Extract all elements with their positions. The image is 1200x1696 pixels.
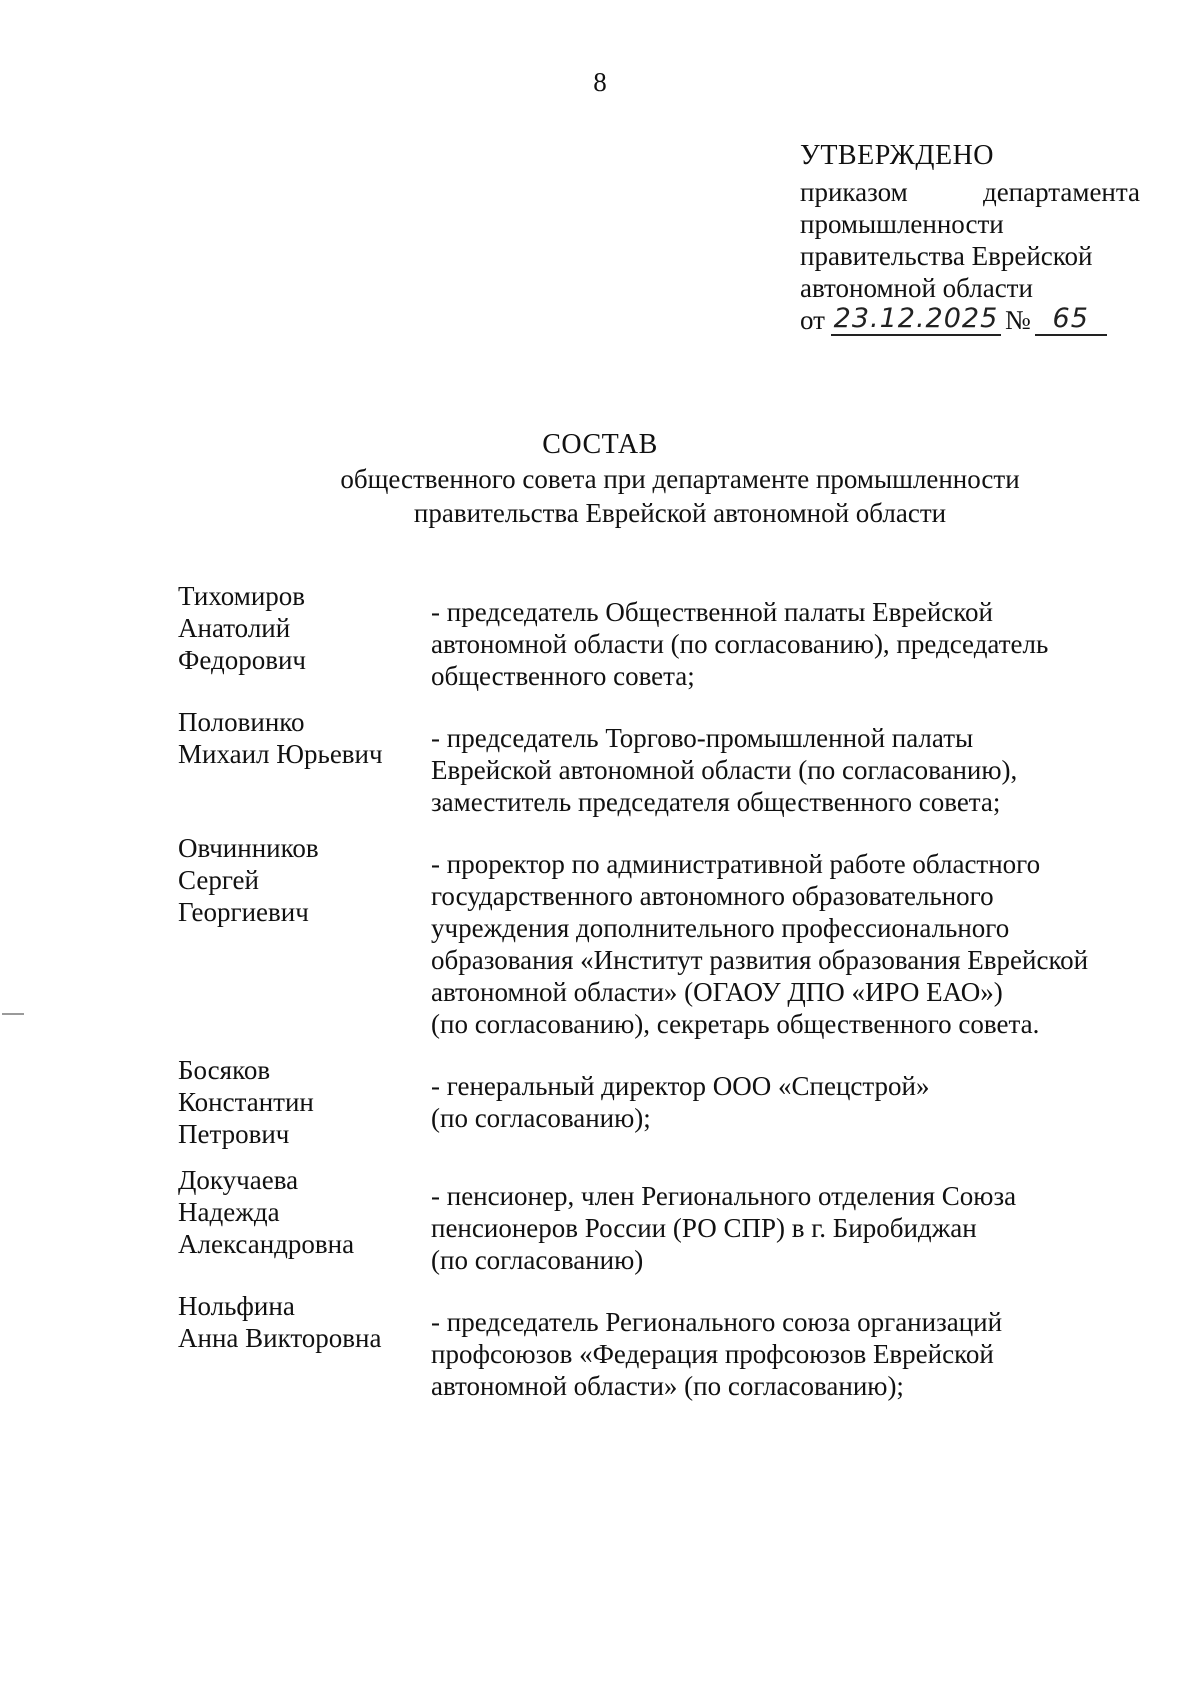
member-name: [178, 706, 431, 818]
member-role-line: заместитель председателя общественного совета;: [431, 787, 1001, 817]
member-name-line: Нольфина: [178, 1291, 295, 1321]
member-role-line: - проректор по административной работе областного: [431, 849, 1041, 879]
member-name-line: Анатолий: [178, 613, 291, 643]
member-role-line: (по согласованию), секретарь общественного совета.: [431, 1009, 1040, 1039]
number-label: №: [1004, 305, 1031, 335]
member-row: [178, 580, 1138, 692]
member-name-line: Федорович: [178, 645, 306, 675]
member-row: [178, 1164, 1138, 1276]
member-role-line: автономной области» (по согласованию);: [431, 1371, 904, 1401]
document-title: СОСТАВ: [542, 429, 658, 460]
order-date-number-line: [800, 304, 1140, 336]
handwritten-order-date: 23.12.2025: [831, 304, 1001, 336]
member-role: [431, 706, 1138, 818]
member-role-line: учреждения дополнительного профессионального: [431, 913, 1010, 943]
member-name-line: Половинко: [178, 707, 305, 737]
member-role-line: образования «Институт развития образования Еврейской: [431, 945, 1089, 975]
approval-word-order: приказом: [800, 177, 908, 207]
member-name-line: Босяков: [178, 1055, 271, 1085]
member-name-line: Михаил Юрьевич: [178, 739, 383, 769]
document-subtitle-line-1: общественного совета при департаменте промышленности: [340, 464, 1020, 494]
member-role-line: общественного совета;: [431, 661, 695, 691]
member-row: [178, 1054, 1138, 1150]
approval-line-order: [800, 176, 1140, 208]
member-name-line: Тихомиров: [178, 581, 306, 611]
member-name: [178, 832, 431, 1040]
member-role: [431, 1164, 1138, 1276]
approval-line-government: правительства Еврейской: [800, 241, 1093, 271]
member-name: [178, 1164, 431, 1276]
member-name-line: Константин: [178, 1087, 314, 1117]
member-name-line: Анна Викторовна: [178, 1323, 382, 1353]
member-row: [178, 706, 1138, 818]
member-role-line: автономной области» (ОГАОУ ДПО «ИРО ЕАО»): [431, 977, 1003, 1007]
approval-line-industry: промышленности: [800, 209, 1004, 239]
member-role-line: Еврейской автономной области (по согласованию),: [431, 755, 1018, 785]
member-role: [431, 1054, 1138, 1150]
member-name: [178, 580, 431, 692]
document-subtitle: [250, 462, 1110, 530]
member-name-line: Георгиевич: [178, 897, 309, 927]
member-role-line: - председатель Торгово-промышленной палаты: [431, 723, 974, 753]
approval-title: УТВЕРЖДЕНО: [800, 140, 995, 171]
approval-block: [800, 140, 1140, 336]
member-name-line: Надежда: [178, 1197, 280, 1227]
member-role-line: профсоюзов «Федерация профсоюзов Еврейской: [431, 1339, 994, 1369]
member-name-line: Александровна: [178, 1229, 355, 1259]
handwritten-order-number: 65: [1035, 304, 1107, 336]
member-role-line: автономной области (по согласованию), председатель: [431, 629, 1049, 659]
member-role: [431, 580, 1138, 692]
member-name-line: Сергей: [178, 865, 259, 895]
member-role-line: государственного автономного образовательного: [431, 881, 994, 911]
member-name-line: Докучаева: [178, 1165, 299, 1195]
page-number: 8: [593, 67, 607, 97]
member-row: [178, 832, 1138, 1040]
member-role: [431, 1290, 1138, 1402]
approval-line-region: автономной области: [800, 273, 1033, 303]
member-name: [178, 1054, 431, 1150]
member-role-line: - председатель Общественной палаты Еврейской: [431, 597, 993, 627]
member-name: [178, 1290, 431, 1402]
member-role-line: (по согласованию);: [431, 1103, 651, 1133]
approval-word-department: департамента: [982, 177, 1140, 207]
member-role-line: - пенсионер, член Регионального отделения Союза: [431, 1181, 1017, 1211]
members-list: [178, 580, 1138, 1416]
member-role-line: - председатель Регионального союза организаций: [431, 1307, 1003, 1337]
member-role-line: пенсионеров России (РО СПР) в г. Биробиджан: [431, 1213, 977, 1243]
member-role-line: (по согласованию): [431, 1245, 644, 1275]
member-name-line: Овчинников: [178, 833, 319, 863]
member-role: [431, 832, 1138, 1040]
document-subtitle-line-2: правительства Еврейской автономной области: [413, 498, 947, 528]
member-row: [178, 1290, 1138, 1402]
member-role-line: - генеральный директор ООО «Спецстрой»: [431, 1071, 930, 1101]
from-label: от: [800, 305, 825, 335]
member-name-line: Петрович: [178, 1119, 290, 1149]
scan-margin-mark: [2, 1013, 24, 1015]
